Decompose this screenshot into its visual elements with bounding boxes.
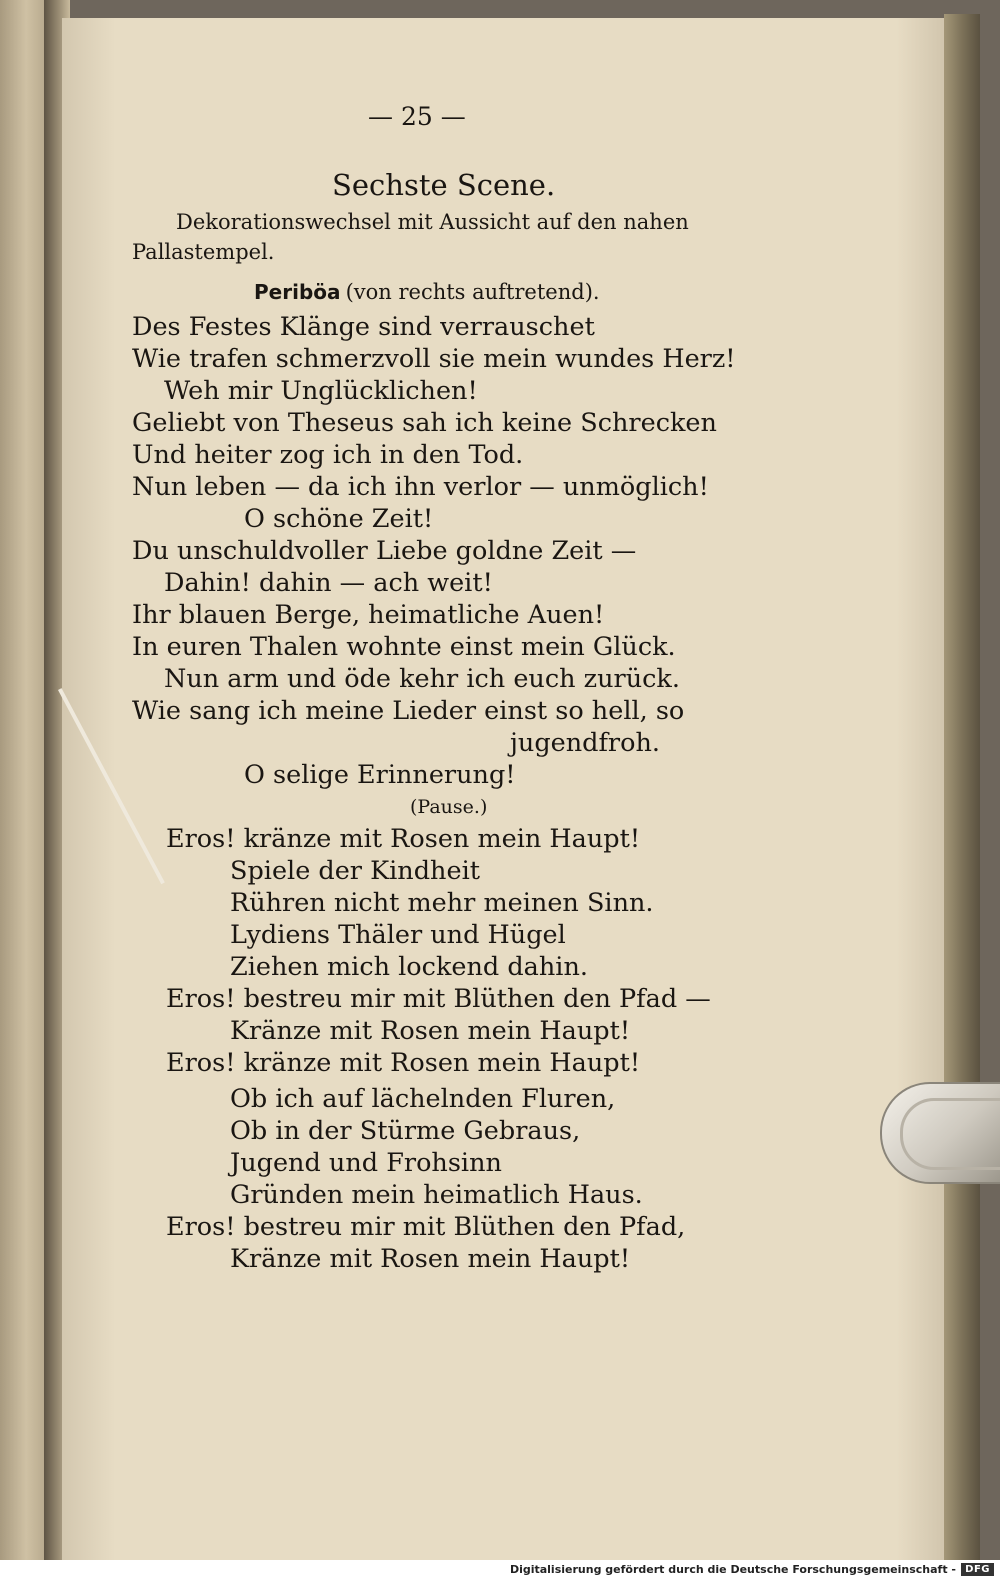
page-number: — 25 — — [368, 102, 466, 131]
verse-line: Du unschuldvoller Liebe goldne Zeit — — [132, 536, 637, 566]
page-clip — [880, 1082, 1000, 1184]
right-page-edge — [944, 14, 980, 1560]
pause-direction: (Pause.) — [410, 796, 488, 818]
verse-line: Geliebt von Theseus sah ich keine Schrecken — [132, 408, 717, 438]
verse-line: Weh mir Unglücklichen! — [164, 376, 478, 406]
speaker-heading — [254, 280, 600, 304]
verse-line: Ziehen mich lockend dahin. — [230, 952, 588, 982]
verse-line: Spiele der Kindheit — [230, 856, 480, 886]
verse-line: Jugend und Frohsinn — [230, 1148, 502, 1178]
verse-line: Ob in der Stürme Gebraus, — [230, 1116, 581, 1146]
scene-title: Sechste Scene. — [332, 168, 556, 202]
dfg-logo: DFG — [961, 1563, 994, 1576]
verse-line: Wie trafen schmerzvoll sie mein wundes Herz! — [132, 344, 736, 374]
verse-line: O selige Erinnerung! — [244, 760, 516, 790]
verse-line: Eros! bestreu mir mit Blüthen den Pfad, — [166, 1212, 686, 1242]
verse-line: In euren Thalen wohnte einst mein Glück. — [132, 632, 676, 662]
verse-line: Dahin! dahin — ach weit! — [164, 568, 493, 598]
verse-line: Wie sang ich meine Lieder einst so hell, so — [132, 696, 685, 726]
verse-line: Kränze mit Rosen mein Haupt! — [230, 1244, 631, 1274]
speaker-direction: (von rechts auftretend). — [345, 280, 600, 304]
verse-line: O schöne Zeit! — [244, 504, 434, 534]
digitization-credit: Digitalisierung gefördert durch die Deutsche Forschungsgemeinschaft - — [509, 1563, 956, 1576]
verse-line: Und heiter zog ich in den Tod. — [132, 440, 524, 470]
verse-line: Rühren nicht mehr meinen Sinn. — [230, 888, 654, 918]
verse-line: Des Festes Klänge sind verrauschet — [132, 312, 595, 342]
verse-line: Nun leben — da ich ihn verlor — unmöglich! — [132, 472, 709, 502]
verse-line: Lydiens Thäler und Hügel — [230, 920, 566, 950]
verse-line: Eros! kränze mit Rosen mein Haupt! — [166, 1048, 641, 1078]
verse-line: Gründen mein heimatlich Haus. — [230, 1180, 643, 1210]
verse-line: Ob ich auf lächelnden Fluren, — [230, 1084, 616, 1114]
verse-line: Nun arm und öde kehr ich euch zurück. — [164, 664, 680, 694]
verse-line: Eros! bestreu mir mit Blüthen den Pfad — — [166, 984, 711, 1014]
speaker-name: Periböa — [254, 280, 341, 304]
page-clip-inner — [900, 1098, 1000, 1170]
verse-line: Eros! kränze mit Rosen mein Haupt! — [166, 824, 641, 854]
verse-line: jugendfroh. — [510, 728, 660, 758]
verse-line: Kränze mit Rosen mein Haupt! — [230, 1016, 631, 1046]
verse-line: Ihr blauen Berge, heimatliche Auen! — [132, 600, 605, 630]
stage-direction-line: Pallastempel. — [132, 240, 275, 264]
stage-direction-line: Dekorationswechsel mit Aussicht auf den nahen — [176, 210, 689, 234]
